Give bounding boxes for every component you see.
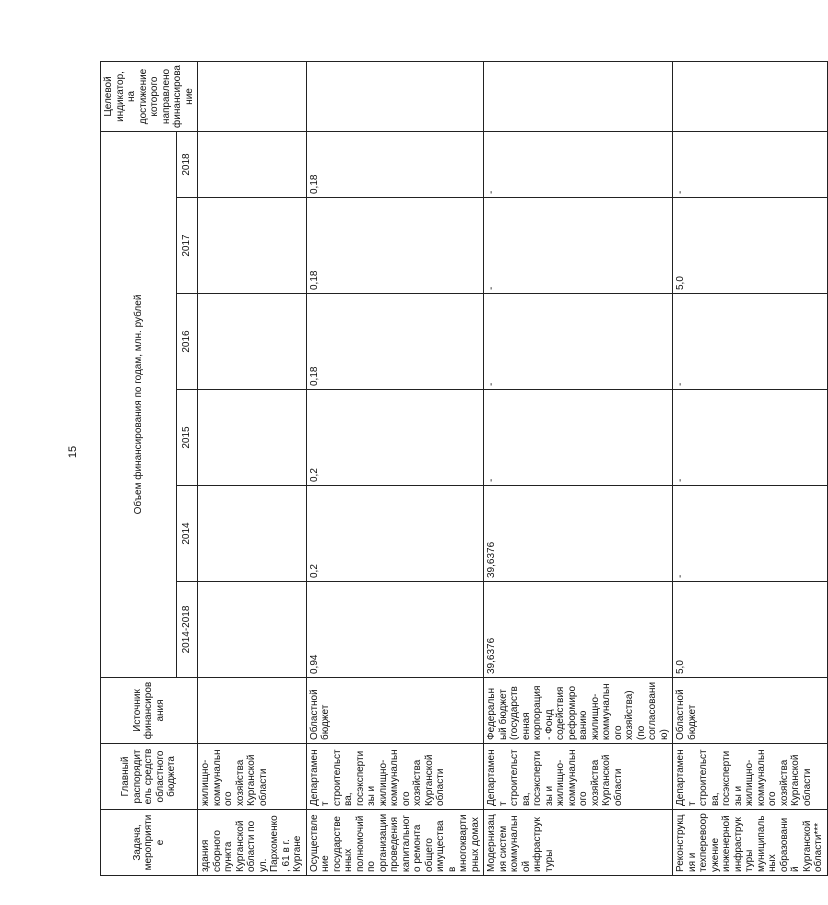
row-value-total: 5,0 (673, 582, 828, 678)
row-value-2016: - (484, 294, 673, 390)
row-value-2017 (198, 198, 307, 294)
financing-table (100, 61, 828, 876)
row-executor: жилищно-коммунального хозяйства Курганской области (198, 744, 307, 810)
header-source: Источник финансирования (101, 678, 198, 744)
row-indicator (484, 61, 673, 131)
row-value-2017: - (484, 198, 673, 294)
row-source: Федеральный бюджет (государственная корпорация - Фонд содействия реформированию жилищно-коммунального хозяйства) (по согласованию) (484, 678, 673, 744)
table-row (484, 61, 673, 875)
row-value-2018 (198, 131, 307, 197)
row-value-2017: 5,0 (673, 198, 828, 294)
header-year-2016: 2016 (176, 294, 197, 390)
header-year-2015: 2015 (176, 390, 197, 486)
rotated-page-content (100, 61, 828, 876)
row-value-2016 (198, 294, 307, 390)
header-year-2017: 2017 (176, 198, 197, 294)
table-row (198, 61, 307, 875)
header-indicator: Целевой индикатор, на достижение которого направлено финансирование (101, 61, 198, 131)
row-task: Осуществление государственных полномочий по организации проведения капитального ремонта общего имущества в многоквартирных домах (306, 810, 484, 876)
row-value-2016: 0,18 (306, 294, 484, 390)
row-value-2014: 0,2 (306, 486, 484, 582)
row-value-total: 39,6376 (484, 582, 673, 678)
row-source: Областной бюджет (673, 678, 828, 744)
row-value-2014: 39,6376 (484, 486, 673, 582)
row-task: здания сборного пункта Курганской области по ул. Пархоменко, 61 в г. Кургане (198, 810, 307, 876)
header-volume: Объем финансирования по годам, млн. рублей (101, 131, 177, 677)
row-source (198, 678, 307, 744)
row-indicator (673, 61, 828, 131)
page-number: 15 (67, 445, 79, 459)
row-value-2018: 0,18 (306, 131, 484, 197)
row-indicator (306, 61, 484, 131)
row-value-2016: - (673, 294, 828, 390)
header-row-main (101, 61, 177, 875)
row-value-total (198, 582, 307, 678)
row-executor: Департамент строительства, госэкспертизы и жилищно-коммунального хозяйства Курганской области (484, 744, 673, 810)
row-value-2015 (198, 390, 307, 486)
row-executor: Департамент строительства, госэкспертизы и жилищно-коммунального хозяйства Курганской области (673, 744, 828, 810)
row-value-2015: 0,2 (306, 390, 484, 486)
row-value-total: 0,94 (306, 582, 484, 678)
header-year-2014: 2014 (176, 486, 197, 582)
row-value-2015: - (484, 390, 673, 486)
table-row (306, 61, 484, 875)
table-row (673, 61, 828, 875)
header-year-total: 2014-2018 (176, 582, 197, 678)
row-source: Областной бюджет (306, 678, 484, 744)
row-value-2018: - (484, 131, 673, 197)
row-task: Модернизация систем коммунальной инфраструктуры (484, 810, 673, 876)
header-task: Задача, мероприятие (101, 810, 198, 876)
row-value-2018: - (673, 131, 828, 197)
header-executor: Главный распорядитель средств областного бюджета (101, 744, 198, 810)
row-executor: Департамент строительства, госэкспертизы и жилищно-коммунального хозяйства Курганской области (306, 744, 484, 810)
row-task: Реконструкция и техперевооружение инженерной инфраструктуры муниципальных образований Курганской области*** (673, 810, 828, 876)
row-value-2014 (198, 486, 307, 582)
row-value-2015: - (673, 390, 828, 486)
row-indicator (198, 61, 307, 131)
row-value-2017: 0,18 (306, 198, 484, 294)
row-value-2014: - (673, 486, 828, 582)
header-year-2018: 2018 (176, 131, 197, 197)
